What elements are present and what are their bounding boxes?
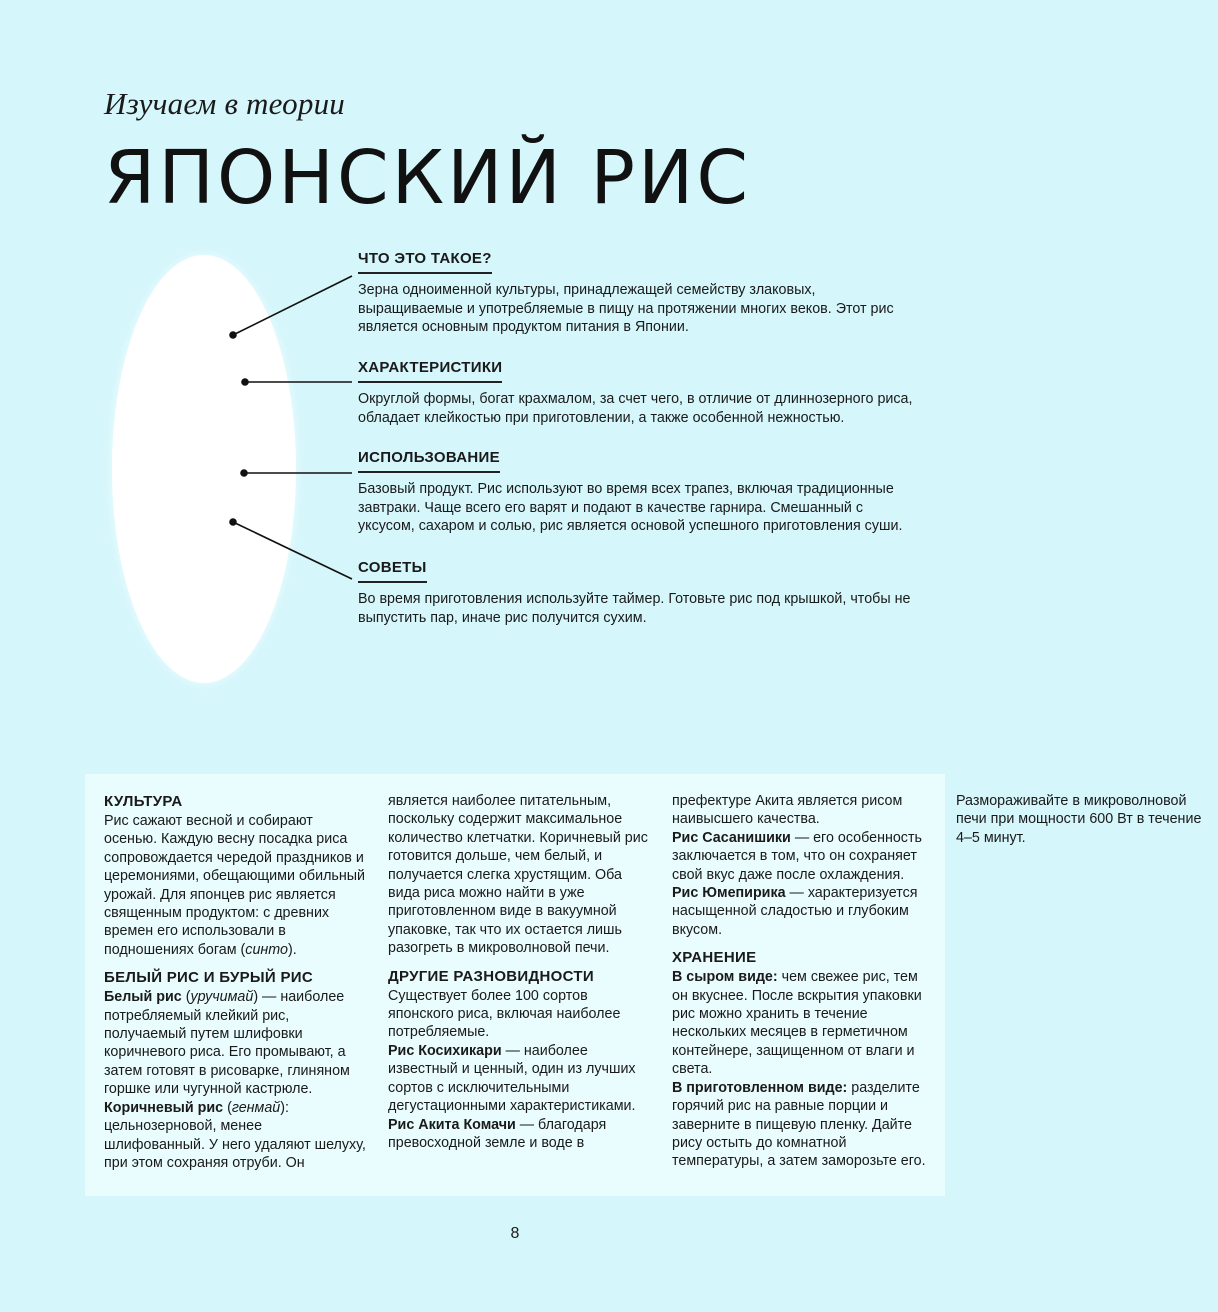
- leader-line-1: [233, 276, 352, 335]
- section-heading: ИСПОЛЬЗОВАНИЕ: [358, 449, 500, 473]
- section-heading: СОВЕТЫ: [358, 559, 427, 583]
- section-usage: [358, 449, 918, 536]
- variety-item: Рис Юмепирика — характеризуется насыщенной сладостью и глубоким вкусом.: [672, 885, 918, 938]
- leader-dot-4: [230, 519, 236, 525]
- section-text: Во время приготовления используйте таймер. Готовьте рис под крышкой, чтобы не выпустить пар, иначе рис получится сухим.: [358, 591, 911, 626]
- variety-item: Рис Косихикари — наиболее известный и ценный, один из лучших сортов с исключительными дегустационными характеристиками.: [388, 1042, 636, 1115]
- white-brown-text: Белый рис (уручимай) — наиболее потребляемый клейкий рис, получаемый путем шлифовки коричневого риса. Его промывают, а затем готовят в рисоварке, глиняном горшке или чугунной кастрюле. Коричневый рис (генмай): цельнозерновой, менее шлифованный. У него удаляют шелуху, при этом сохраняя отруби. Он является наиболее питательным, поскольку содержит максимальное количество клетчатки. Коричневый рис готовится дольше, чем белый, и получается слегка хрустящим. Оба вида риса можно найти в уже приготовленном виде в вакуумной упаковке, так что их остается лишь разогреть в микроволновой печи.: [104, 793, 648, 1171]
- section-text: Зерна одноименной культуры, принадлежащей семейству злаковых, выращиваемые и употребляемые в пищу на протяжении многих веков. Этот рис является основным продуктом питания в Японии.: [358, 282, 894, 335]
- page-number: 8: [510, 1225, 520, 1242]
- leader-dot-3: [241, 470, 247, 476]
- white-brown-heading: БЕЛЫЙ РИС И БУРЫЙ РИС: [104, 969, 313, 987]
- culture-heading: КУЛЬТУРА: [104, 793, 183, 810]
- section-heading: ХАРАКТЕРИСТИКИ: [358, 359, 502, 383]
- culture-text: Рис сажают весной и собирают осенью. Каждую весну посадка риса сопровождается чередой праздников и церемониями, обещающими обильный урожай. Для японцев рис является священным продуктом: с древних времен его использовали в подношениях богам (синто).: [104, 813, 366, 958]
- leader-dot-2: [242, 379, 248, 385]
- info-panel-text: [104, 792, 1202, 1182]
- storage-heading: ХРАНЕНИЕ: [672, 949, 757, 967]
- variety-item: Рис Акита Комачи — благодаря превосходной земле и воде в префектуре Акита является рисом наивысшего качества.: [388, 793, 903, 1151]
- section-heading: ЧТО ЭТО ТАКОЕ?: [358, 250, 492, 274]
- section-characteristics: [358, 359, 918, 427]
- section-text: Округлой формы, богат крахмалом, за счет чего, в отличие от длиннозерного риса, обладает клейкостью при приготовлении, а также особенной нежностью.: [358, 391, 913, 426]
- varieties-heading: ДРУГИЕ РАЗНОВИДНОСТИ: [388, 967, 594, 985]
- storage-raw: В сыром виде: чем свежее рис, тем он вкуснее. После вскрытия упаковки рис можно хранить в течение нескольких месяцев в герметичном контейнере, защищенном от влаги и света.: [672, 969, 922, 1078]
- varieties-intro: Существует более 100 сортов японского риса, включая наиболее потребляемые.: [388, 987, 621, 1041]
- storage-cooked: В приготовленном виде: разделите горячий рис на равные порции и заверните в пищевую пленку. Дайте рису остыть до комнатной температуры, а затем заморозьте его. Размораживайте в микроволновой печи при мощности 600 Вт в течение 4–5 минут.: [672, 793, 1202, 1170]
- leader-line-4: [233, 522, 352, 579]
- page-title: ЯПОНСКИЙ РИС: [104, 135, 752, 221]
- section-what-is-it: [358, 250, 918, 337]
- section-text: Базовый продукт. Рис используют во время всех трапез, включая традиционные завтраки. Чаще всего его варят и подают в качестве гарнира. Смешанный с уксусом, сахаром и солью, рис является основой успешного приготовления суши.: [358, 481, 903, 534]
- variety-item: Рис Сасанишики — его особенность заключается в том, что он сохраняет свой вкус даже после охлаждения.: [672, 829, 922, 883]
- leader-dot-1: [230, 332, 236, 338]
- section-kicker: Изучаем в теории: [104, 86, 345, 121]
- section-tips: [358, 559, 918, 627]
